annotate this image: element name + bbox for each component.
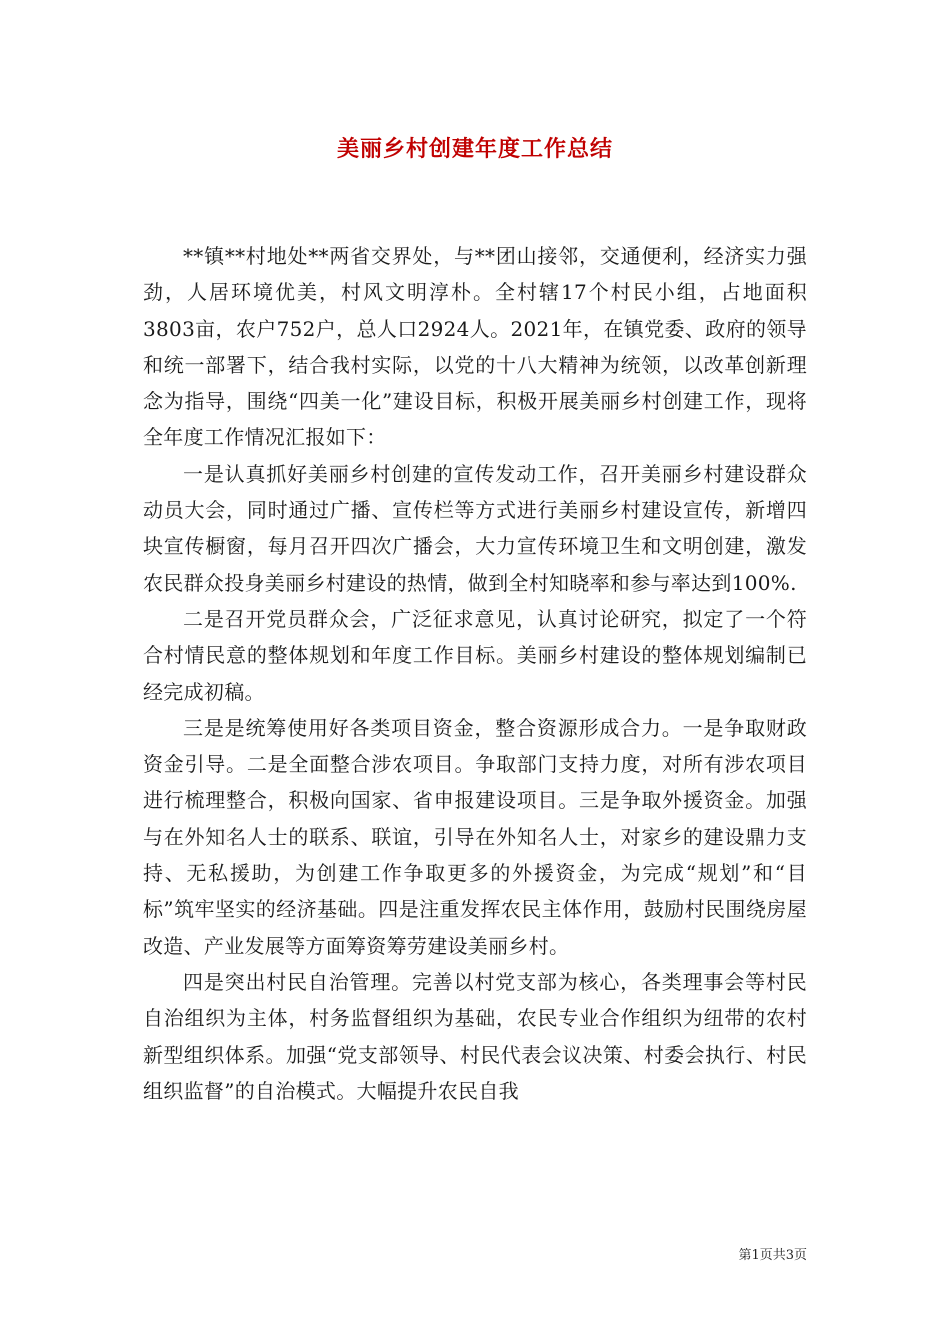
- paragraph-self-governance: 四是突出村民自治管理。完善以村党支部为核心，各类理事会等村民自治组织为主体，村务监督组织为基础，农民专业合作组织为纽带的农村新型组织体系。加强“党支部领导、村民代表会议决策、村委会执行、村民组织监督”的自治模式。大幅提升农民自我: [143, 969, 807, 1103]
- document-title: 美丽乡村创建年度工作总结: [336, 136, 613, 162]
- paragraph-publicity: 一是认真抓好美丽乡村创建的宣传发动工作，召开美丽乡村建设群众动员大会，同时通过广播、宣传栏等方式进行美丽乡村建设宣传，新增四块宣传橱窗，每月召开四次广播会，大力宣传环境卫生和文明创建，激发农民群众投身美丽乡村建设的热情，做到全村知晓率和参与率达到100%.: [143, 461, 807, 595]
- paragraph-intro: **镇**村地处**两省交界处，与**团山接邻，交通便利，经济实力强劲，人居环境优美，村风文明淳朴。全村辖17个村民小组，占地面积3803亩，农户752户，总人口2924人。2021年，在镇党委、政府的领导和统一部署下，结合我村实际，以党的十八大精神为统领，以改革创新理念为指导，围绕“四美一化”建设目标，积极开展美丽乡村创建工作，现将全年度工作情况汇报如下：: [143, 244, 807, 450]
- paragraph-planning: 二是召开党员群众会，广泛征求意见，认真讨论研究，拟定了一个符合村情民意的整体规划和年度工作目标。美丽乡村建设的整体规划编制已经完成初稿。: [143, 606, 807, 704]
- document-body: [143, 238, 807, 1109]
- page-number: 第1页共3页: [738, 1248, 807, 1263]
- paragraph-funding: 三是是统筹使用好各类项目资金，整合资源形成合力。一是争取财政资金引导。二是全面整合涉农项目。争取部门支持力度，对所有涉农项目进行梳理整合，积极向国家、省申报建设项目。三是争取外援资金。加强与在外知名人士的联系、联谊，引导在外知名人士，对家乡的建设鼎力支持、无私援助，为创建工作争取更多的外援资金，为完成“规划”和“目标”筑牢坚实的经济基础。四是注重发挥农民主体作用，鼓励村民围绕房屋改造、产业发展等方面筹资筹劳建设美丽乡村。: [143, 715, 807, 958]
